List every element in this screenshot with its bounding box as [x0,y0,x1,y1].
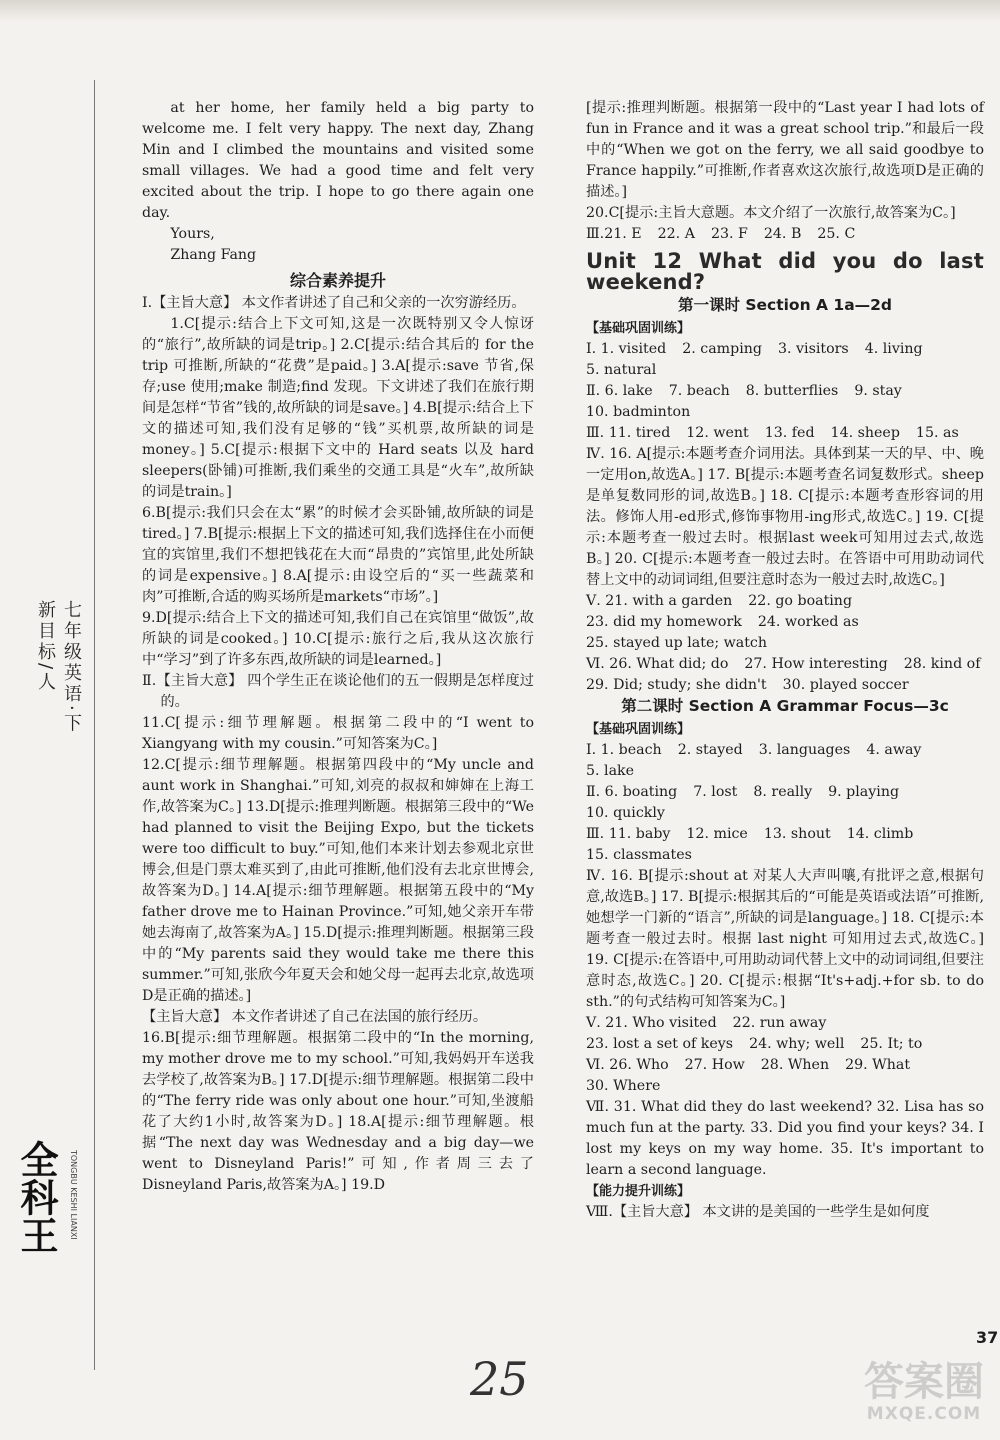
answer-row [586,824,984,866]
answer-row [586,782,984,824]
answer-item: 3. visitors [777,341,849,357]
letter-signature: Zhang Fang [170,247,257,263]
letter-closing: Yours, [170,226,215,242]
answer-block: 【主旨大意】 本文作者讲述了自己在法国的旅行经历。 [142,1009,488,1025]
answer-item: Ⅰ. 1. beach [586,742,662,758]
answer-item: 28. kind of [903,656,981,672]
answer-block: Ⅰ.【主旨大意】 本文作者讲述了自己和父亲的一次穷游经历。 [142,295,526,311]
answer-item: 23. lost a set of keys [586,1036,734,1052]
right-column [586,98,984,1223]
letter-body: at her home, her family held a big party to welcome me. I felt very happy. The next day, Zhang Min and I climbed the mountains and visited some small villages. We had a good time and felt very excited about the trip. I hope to go there again one day. [142,100,534,221]
answer-block: 12.C[提示:细节理解题。根据第四段中的“My uncle and aunt work in Shanghai.”可知,刘亮的叔叔和婶婶在上海工作,故答案为C。] 13.D[提示:推理判断题。根据第三段中的“We had planned to visit the Beijing Expo, but the tickets were too difficult to buy.”可知,他们本来计划去参观北京世博会,但是门票太难买到了,由此可推断,他们没有去北京世博会,故答案为D。] 14.A[提示:细节理解题。根据第五段中的“My father drove me to Hainan Province.”可知,她父亲开车带她去海南了,故答案为A。] 15.D[提示:推理判断题。根据第三段中的“My parents said they would take me there this summer.”可知,张欣今年夏天会和她父母一起再去北京,故选项D是正确的描述。] [142,757,534,1004]
answer-item: Ⅵ. 26. What did; do [586,656,729,672]
answer-item: 24. B [763,226,802,242]
section-tag: 【能力提升训练】 [586,1184,691,1199]
answer-block: 1.C[提示:结合上下文可知,这是一次既特别又令人惊讶的“旅行”,故所缺的词是trip。] 2.C[提示:结合其后的 for the trip 可推断,所缺的“花费”是paid。] 3.A[提示:save 节省,保存;use 使用;make 制造;find 发现。下文讲述了我们在旅行期间是怎样“节省”钱的,故所缺的词是save。] 4.B[提示:结合上下文的描述可知,我们没有足够的“钱”买机票,故所缺的词是money。] 5.C[提示:根据下文中的 Hard seats 以及 hard sleepers(卧铺)可推断,我们乘坐的交通工具是“火车”,故所缺的词是train。] [142,316,534,500]
answer-block: 20.C[提示:主旨大意题。本文介绍了一次旅行,故答案为C。] [586,205,956,221]
answer-item: 25. stayed up late; watch [586,635,768,651]
answer-block: 6.B[提示:我们只会在太“累”的时候才会买卧铺,故所缺的词是tired。] 7.B[提示:根据上下文的描述可知,我们选择住在小而便宜的宾馆里,我们不想把钱花在大而“昂贵的”宾馆里,此处所缺的词是expensive。] 8.A[提示:由设空后的“买一些蔬菜和肉”可推断,合适的购买场所是markets“市场”。] [142,505,534,605]
answer-item: 25. It; to [860,1036,923,1052]
answer-block: Ⅷ.【主旨大意】 本文讲的是美国的一些学生是如何度 [586,1204,930,1220]
answer-item: 4. living [864,341,923,357]
page-number: 37 [976,1328,999,1347]
left-column [142,98,534,1196]
section-title: 综合素养提升 [289,271,386,290]
answer-item: 13. fed [764,425,815,441]
answer-item: 30. Where [586,1078,661,1094]
answer-block: Ⅳ. 16. B[提示:shout at 对某人大声叫嚷,有批评之意,根据句意,故选B。] 17. B[提示:根据其后的“可能是英语或法语”可推断,她想学一门新的“语言”,所缺的词是language。] 18. C[提示:本题考查一般过去时。根据 last night 可知用过去式,故选C。] 19. C[提示:在答语中,可用助动词代替上文中的动词词组,但要注意时态,故选C。] 20. C[提示:根据“It's+adj.+for sb. to do sth.”的句式结构可知答案为C。] [586,868,984,1010]
watermark-url: MXQE.COM [866,1404,982,1424]
unit-title: Unit 12 What did you do last weekend? [586,249,984,294]
lesson-title: 第一课时 Section A 1a—2d [677,296,893,314]
answer-item: 8. butterflies [745,383,839,399]
section-tag: 【基础巩固训练】 [586,722,691,737]
answer-item: 12. mice [686,826,748,842]
answer-item: 29. Did; study; she didn't [586,677,767,693]
book-edition: 新目标/人 [35,600,56,694]
answer-item: Ⅵ. 26. Who [586,1057,669,1073]
answer-item: 3. languages [758,742,851,758]
answer-item: 22. go boating [748,593,853,609]
answer-row [586,654,984,696]
answer-item: 27. How [684,1057,745,1073]
answer-item: 2. camping [682,341,762,357]
answer-block: 16.B[提示:细节理解题。根据第二段中的“In the morning, my mother drove me to my school.”可知,我妈妈开车送我去学校了,故答案为B。] 17.D[提示:细节理解题。根据第二段中的“The ferry ride was only about one hour.”可知,坐渡船花了大约1小时,故答案为D。] 18.A[提示:细节理解题。根据“The next day was Wednesday and a big day—we went to Disneyland Paris!”可知,作者周三去了 Disneyland Paris,故答案为A。] 19.D [142,1030,534,1193]
answer-item: Ⅲ. 11. baby [586,826,671,842]
publisher-logo: 全科王 [14,1140,59,1254]
spine-divider [94,80,95,1370]
answer-item: 9. stay [854,383,902,399]
answer-item: 24. why; well [749,1036,845,1052]
answer-block: Ⅶ. 31. What did they do last weekend? 32. Lisa has so much fun at the party. 33. Did you find your keys? 34. I lost my keys on my way home. 35. It's important to learn a second language. [586,1099,984,1178]
answer-row [586,591,984,654]
answer-item: 28. When [760,1057,830,1073]
answer-item: 25. C [817,226,856,242]
answer-item: 2. stayed [677,742,743,758]
answer-block: Ⅱ.【主旨大意】 四个学生正在谈论他们的五一假期是怎样度过的。 [142,673,534,710]
answer-item: 15. classmates [586,847,692,863]
answer-item: 24. worked as [757,614,859,630]
answer-item: 15. as [915,425,959,441]
book-name: 七年级英语·下 [61,600,82,735]
answer-item: 8. really [753,784,813,800]
answer-row [586,1013,984,1055]
answer-row [586,224,984,245]
answer-item: Ⅴ. 21. with a garden [586,593,733,609]
answer-item: 10. badminton [586,404,691,420]
answer-block: 9.D[提示:结合上下文的描述可知,我们自己在宾馆里“做饭”,故所缺的词是cooked。] 10.C[提示:旅行之后,我从这次旅行中“学习”到了许多东西,故所缺的词是learned。] [142,610,534,668]
answer-item: Ⅱ. 6. lake [586,383,653,399]
answer-item: 23. F [710,226,748,242]
answer-item: 30. played soccer [782,677,909,693]
scan-edge [0,0,1000,22]
section-tag: 【基础巩固训练】 [586,321,691,336]
answer-item: 12. went [686,425,749,441]
answer-item: Ⅴ. 21. Who visited [586,1015,717,1031]
publisher-logo-sub: TONGBU KESHI LIANXI [69,1150,78,1240]
answer-row [586,740,984,782]
watermark-logo [858,1360,990,1432]
answer-item: 5. natural [586,362,657,378]
answer-block: [提示:推理判断题。根据第一段中的“Last year I had lots of fun in France and it was a great school trip.”和最后一段中的“When we got on the ferry, we all said goodbye to France happily.”可推断,作者喜欢这次旅行,故选项D是正确的描述。] [586,100,984,200]
answer-item: 13. shout [763,826,831,842]
handwritten-note: 25 [470,1352,529,1406]
answer-item: 4. away [866,742,922,758]
answer-item: 7. lost [693,784,738,800]
answer-row [586,339,984,381]
answer-row [586,381,984,423]
answer-item: 9. playing [828,784,900,800]
answer-item: 22. A [657,226,695,242]
answer-item: 29. What [845,1057,911,1073]
answer-row [586,423,984,444]
spine-title [35,600,84,771]
answer-item: 7. beach [668,383,730,399]
watermark-text: 答案圈 [864,1359,984,1405]
answer-item: Ⅰ. 1. visited [586,341,667,357]
answer-item: 27. How interesting [744,656,888,672]
answer-row [586,1055,984,1097]
answer-item: Ⅲ.21. E [586,226,642,242]
answer-item: 5. lake [586,763,635,779]
answer-item: 23. did my homework [586,614,742,630]
answer-item: 10. quickly [586,805,665,821]
answer-block: 11.C[提示:细节理解题。根据第二段中的“I went to Xiangyang with my cousin.”可知答案为C。] [142,715,534,752]
answer-item: 14. climb [846,826,914,842]
answer-item: Ⅱ. 6. boating [586,784,678,800]
answer-item: 22. run away [732,1015,827,1031]
answer-item: Ⅲ. 11. tired [586,425,671,441]
answer-item: 14. sheep [830,425,900,441]
lesson-title: 第二课时 Section A Grammar Focus—3c [621,697,949,715]
answer-block: Ⅳ. 16. A[提示:本题考查介词用法。具体到某一天的早、中、晚一定用on,故选A。] 17. B[提示:本题考查名词复数形式。sheep 是单复数同形的词,故选B。] 18. C[提示:本题考查形容词的用法。修饰人用-ed形式,修饰事物用-ing形式,故选C。] 19. C[提示:本题考查一般过去时。根据last week可知用过去式,故选B。] 20. C[提示:本题考查一般过去时。在答语中可用助动词代替上文中的动词词组,但要注意时态为一般过去时,故选C。] [586,446,984,588]
